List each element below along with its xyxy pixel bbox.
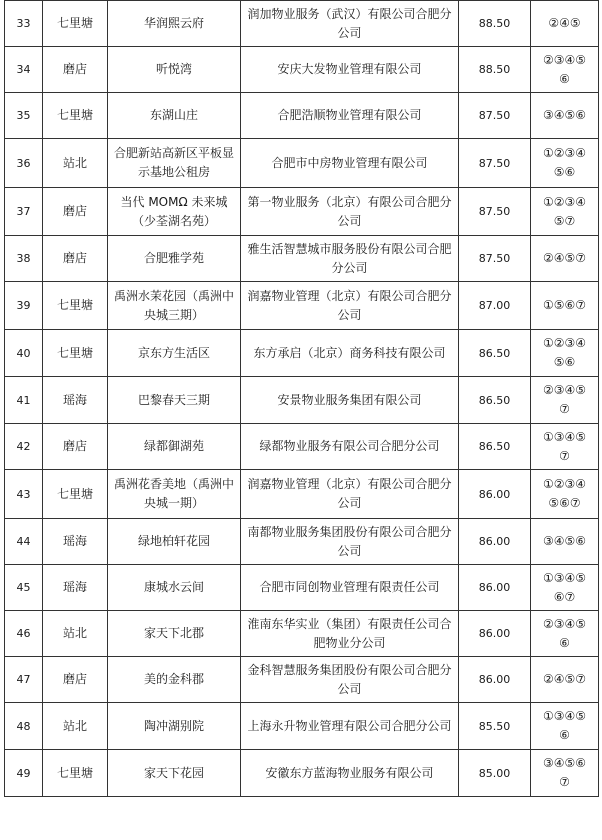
row-number: 43: [5, 470, 43, 519]
criteria-marks-cell: [531, 519, 599, 565]
project-name-cell: 家天下花园: [108, 750, 241, 797]
criteria-marks-line: ⑦: [559, 402, 570, 416]
project-name-cell: 京东方生活区: [108, 330, 241, 377]
criteria-marks-cell: [531, 611, 599, 657]
criteria-marks-line: ②④⑤: [548, 16, 581, 30]
score-cell: 85.00: [459, 750, 531, 797]
row-number: 47: [5, 657, 43, 703]
criteria-marks-line: ②③④⑤: [542, 52, 587, 67]
table-row: [5, 330, 599, 377]
company-name-cell: 上海永升物业管理有限公司合肥分公司: [241, 703, 459, 750]
company-name-cell: 第一物业服务（北京）有限公司合肥分公司: [241, 188, 459, 236]
criteria-marks-line: ⑥: [559, 71, 570, 86]
row-number: 34: [5, 47, 43, 93]
criteria-marks-line: ①③④⑤: [542, 570, 587, 585]
area-cell: 瑶海: [43, 377, 108, 424]
project-name-cell: 合肥雅学苑: [108, 236, 241, 282]
score-cell: 86.00: [459, 657, 531, 703]
criteria-marks-line: ⑥: [559, 728, 570, 742]
area-cell: 磨店: [43, 424, 108, 470]
criteria-marks-line: ③④⑤⑥: [542, 108, 587, 122]
company-name-cell: 雅生活智慧城市服务股份有限公司合肥分公司: [241, 236, 459, 282]
criteria-marks-line: ①②③④: [542, 194, 587, 209]
company-name-cell: 合肥浩顺物业管理有限公司: [241, 93, 459, 139]
area-cell: 瑶海: [43, 519, 108, 565]
table-row: [5, 611, 599, 657]
company-name-cell: 南都物业服务集团股份有限公司合肥分公司: [241, 519, 459, 565]
criteria-marks-cell: [531, 1, 599, 47]
criteria-marks-cell: [531, 139, 599, 188]
row-number: 41: [5, 377, 43, 424]
criteria-marks-line: ①②③④: [542, 477, 587, 491]
company-name-cell: 安庆大发物业管理有限公司: [241, 47, 459, 93]
row-number: 37: [5, 188, 43, 236]
area-cell: 站北: [43, 611, 108, 657]
ranking-table: [4, 0, 599, 797]
area-cell: 磨店: [43, 188, 108, 236]
area-cell: 七里塘: [43, 750, 108, 797]
table-row: [5, 565, 599, 611]
project-name-cell: 合肥新站高新区平板显示基地公租房: [108, 139, 241, 188]
criteria-marks-cell: [531, 93, 599, 139]
table-row: [5, 750, 599, 797]
project-name-cell: 康城水云间: [108, 565, 241, 611]
table-row: [5, 377, 599, 424]
row-number: 39: [5, 282, 43, 330]
score-cell: 86.00: [459, 565, 531, 611]
project-name-cell: 美的金科郡: [108, 657, 241, 703]
criteria-marks-line: ②③④⑤: [542, 383, 587, 397]
criteria-marks-line: ①③④⑤: [542, 429, 587, 444]
project-name-cell: 禹洲花香美地（禹洲中央城一期）: [108, 470, 241, 519]
score-cell: 87.50: [459, 93, 531, 139]
project-name-cell: 绿地柏轩花园: [108, 519, 241, 565]
table-row: [5, 703, 599, 750]
score-cell: 87.50: [459, 236, 531, 282]
project-name-cell: 当代 MOMΩ 未来城（少荃湖名苑）: [108, 188, 241, 236]
row-number: 38: [5, 236, 43, 282]
project-name-cell: 东湖山庄: [108, 93, 241, 139]
criteria-marks-cell: [531, 750, 599, 797]
project-name-cell: 巴黎春天三期: [108, 377, 241, 424]
score-cell: 86.00: [459, 611, 531, 657]
area-cell: 磨店: [43, 657, 108, 703]
area-cell: 磨店: [43, 47, 108, 93]
criteria-marks-line: ⑦: [559, 775, 570, 789]
score-cell: 88.50: [459, 1, 531, 47]
criteria-marks-cell: [531, 330, 599, 377]
table-row: [5, 139, 599, 188]
criteria-marks-cell: [531, 424, 599, 470]
score-cell: 86.50: [459, 330, 531, 377]
row-number: 33: [5, 1, 43, 47]
criteria-marks-line: ①②③④: [542, 146, 587, 160]
criteria-marks-line: ⑥: [559, 635, 570, 650]
table-row: [5, 282, 599, 330]
company-name-cell: 合肥市中房物业管理有限公司: [241, 139, 459, 188]
project-name-cell: 禹洲水茉花园（禹洲中央城三期）: [108, 282, 241, 330]
criteria-marks-line: ②④⑤⑦: [542, 672, 587, 686]
criteria-marks-line: ⑦: [559, 448, 570, 463]
row-number: 42: [5, 424, 43, 470]
company-name-cell: 合肥市同创物业管理有限责任公司: [241, 565, 459, 611]
score-cell: 86.00: [459, 470, 531, 519]
row-number: 45: [5, 565, 43, 611]
score-cell: 87.50: [459, 139, 531, 188]
company-name-cell: 安徽东方蓝海物业服务有限公司: [241, 750, 459, 797]
area-cell: 站北: [43, 703, 108, 750]
score-cell: 86.50: [459, 424, 531, 470]
table-body: [5, 1, 599, 797]
project-name-cell: 绿都御湖苑: [108, 424, 241, 470]
area-cell: 七里塘: [43, 93, 108, 139]
table-row: [5, 236, 599, 282]
row-number: 48: [5, 703, 43, 750]
criteria-marks-cell: [531, 282, 599, 330]
table-row: [5, 519, 599, 565]
company-name-cell: 润加物业服务（武汉）有限公司合肥分公司: [241, 1, 459, 47]
row-number: 35: [5, 93, 43, 139]
criteria-marks-line: ⑤⑥: [553, 355, 576, 369]
criteria-marks-cell: [531, 236, 599, 282]
area-cell: 站北: [43, 139, 108, 188]
criteria-marks-line: ①②③④: [542, 336, 587, 350]
row-number: 49: [5, 750, 43, 797]
score-cell: 86.00: [459, 519, 531, 565]
project-name-cell: 陶冲湖别院: [108, 703, 241, 750]
project-name-cell: 华润熙云府: [108, 1, 241, 47]
criteria-marks-line: ⑤⑦: [553, 213, 576, 228]
criteria-marks-line: ②④⑤⑦: [542, 251, 587, 265]
criteria-marks-cell: [531, 470, 599, 519]
criteria-marks-cell: [531, 657, 599, 703]
criteria-marks-cell: [531, 188, 599, 236]
criteria-marks-line: ⑤⑥: [553, 165, 576, 179]
table-row: [5, 657, 599, 703]
row-number: 36: [5, 139, 43, 188]
criteria-marks-line: ①⑤⑥⑦: [542, 298, 587, 312]
criteria-marks-line: ①③④⑤: [542, 709, 587, 723]
table-row: [5, 424, 599, 470]
area-cell: 七里塘: [43, 330, 108, 377]
score-cell: 86.50: [459, 377, 531, 424]
criteria-marks-line: ③④⑤⑥: [542, 534, 587, 548]
criteria-marks-cell: [531, 703, 599, 750]
project-name-cell: 听悦湾: [108, 47, 241, 93]
score-cell: 88.50: [459, 47, 531, 93]
score-cell: 87.00: [459, 282, 531, 330]
criteria-marks-cell: [531, 565, 599, 611]
company-name-cell: 安景物业服务集团有限公司: [241, 377, 459, 424]
row-number: 46: [5, 611, 43, 657]
area-cell: 七里塘: [43, 282, 108, 330]
company-name-cell: 绿都物业服务有限公司合肥分公司: [241, 424, 459, 470]
criteria-marks-line: ②③④⑤: [542, 616, 587, 631]
table-row: [5, 93, 599, 139]
table-row: [5, 1, 599, 47]
row-number: 44: [5, 519, 43, 565]
score-cell: 85.50: [459, 703, 531, 750]
row-number: 40: [5, 330, 43, 377]
company-name-cell: 润嘉物业管理（北京）有限公司合肥分公司: [241, 282, 459, 330]
criteria-marks-cell: [531, 47, 599, 93]
table-row: [5, 188, 599, 236]
project-name-cell: 家天下北郡: [108, 611, 241, 657]
area-cell: 七里塘: [43, 1, 108, 47]
area-cell: 七里塘: [43, 470, 108, 519]
criteria-marks-line: ③④⑤⑥: [542, 756, 587, 770]
table-row: [5, 47, 599, 93]
criteria-marks-line: ⑤⑥⑦: [548, 496, 581, 510]
company-name-cell: 金科智慧服务集团股份有限公司合肥分公司: [241, 657, 459, 703]
company-name-cell: 淮南东华实业（集团）有限责任公司合肥物业分公司: [241, 611, 459, 657]
score-cell: 87.50: [459, 188, 531, 236]
table-row: [5, 470, 599, 519]
criteria-marks-cell: [531, 377, 599, 424]
company-name-cell: 润嘉物业管理（北京）有限公司合肥分公司: [241, 470, 459, 519]
area-cell: 瑶海: [43, 565, 108, 611]
area-cell: 磨店: [43, 236, 108, 282]
criteria-marks-line: ⑥⑦: [553, 589, 576, 604]
company-name-cell: 东方承启（北京）商务科技有限公司: [241, 330, 459, 377]
